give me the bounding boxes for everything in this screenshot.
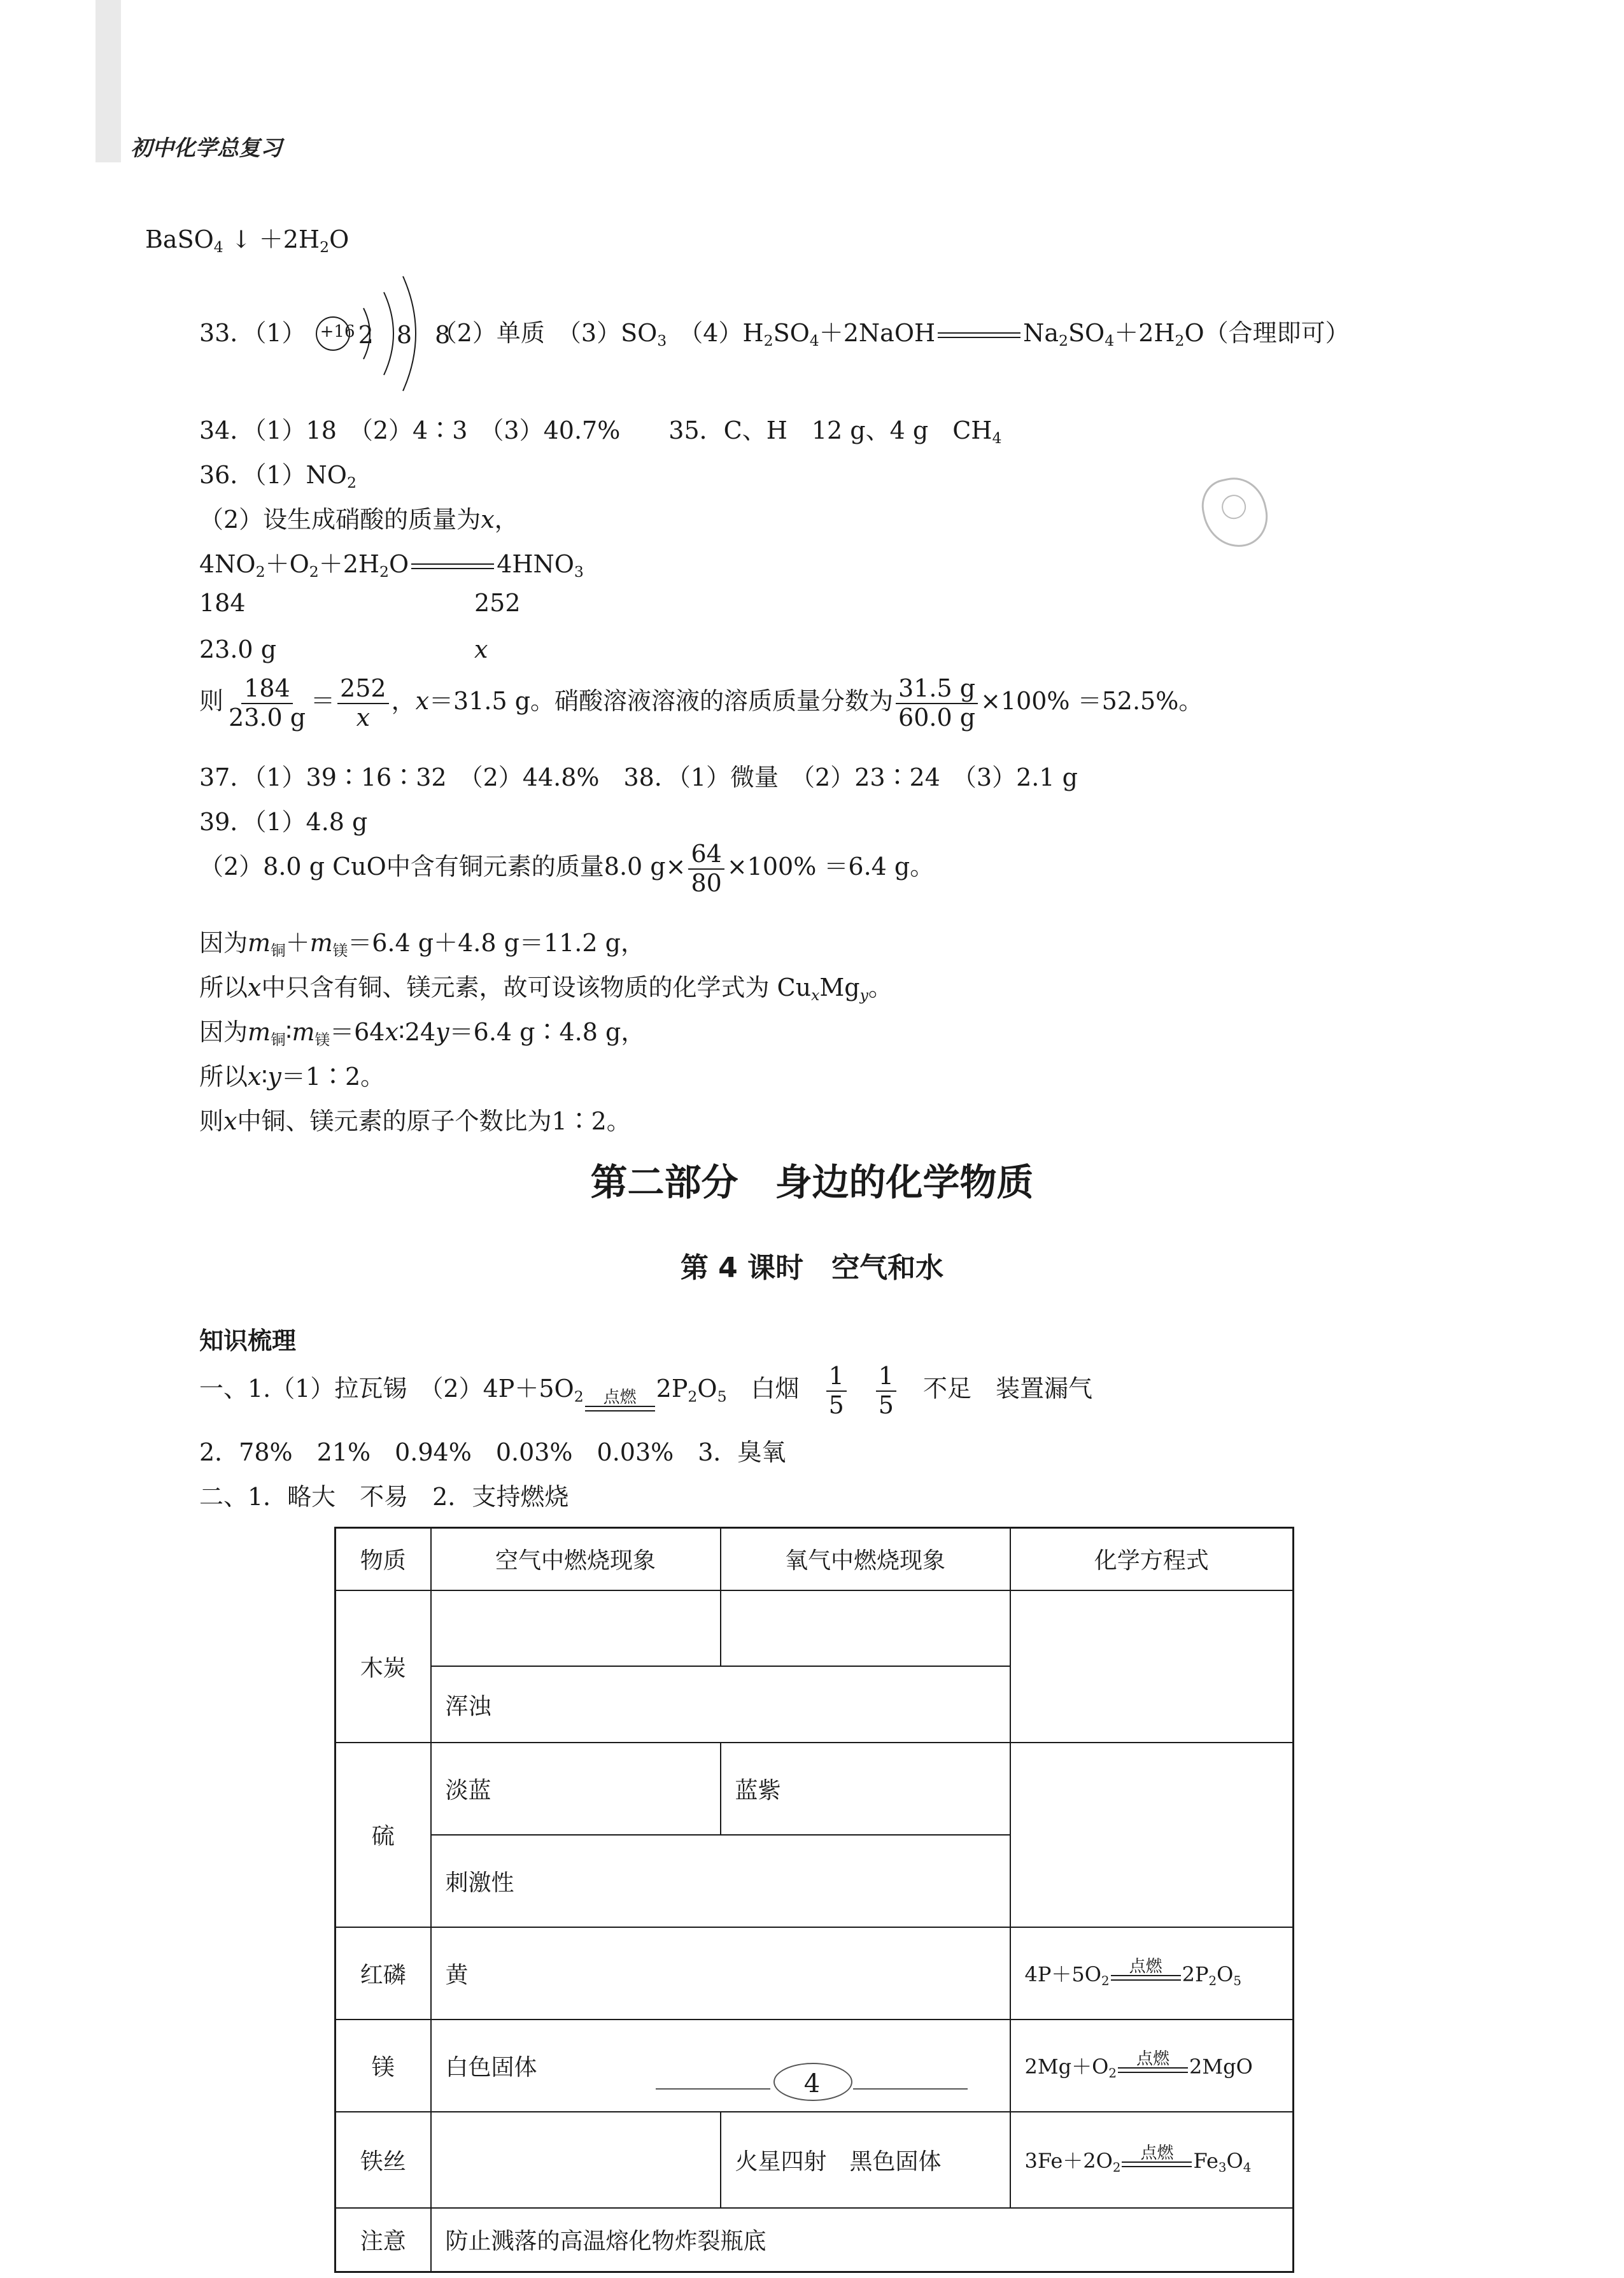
charcoal-oxygen: [721, 1590, 1010, 1667]
row-magnesium: 镁: [335, 2020, 431, 2112]
molar-mass-252: 252: [474, 589, 521, 617]
answer-34-35: 34．（1）18 （2）4∶3 （3）40.7% 35．C、H 12 g、4 g $CH_4$: [199, 416, 1002, 448]
knowledge-line-1: 一、1.（1）拉瓦锡 $(2)4P+5O_2$ 点燃 $2P_2O_5$ 白烟 $\frac{1}{5}$ $\frac{1}{5}$ 不足 装置漏气: [199, 1362, 1092, 1419]
atom-structure-diagram: [314, 320, 458, 350]
iron-oxygen: 火星四射 黑色固体: [721, 2112, 1010, 2208]
equation-36: $4NO_2+O_2+2H_2O$ $4HNO_3$: [199, 550, 584, 581]
header-air: 空气中燃烧现象: [431, 1528, 721, 1590]
row-note: 注意: [335, 2208, 431, 2272]
page-side-bar: [95, 0, 121, 162]
phosphorus-equation: $4P+5O_2$ 点燃 $2P_2O_5$: [1010, 1927, 1294, 2020]
note-text: 防止溅落的高温熔化物炸裂瓶底: [431, 2208, 1294, 2272]
charcoal-common: 浑浊: [431, 1666, 1010, 1743]
header-equation: 化学方程式: [1010, 1528, 1294, 1590]
knowledge-line-3: 二、1．略大 不易 2．支持燃烧: [199, 1483, 569, 1511]
reason-line-2: 所以x中只含有铜、镁元素，故可设该物质的化学式为 $Cu_xMg_y$。: [199, 973, 893, 1005]
magnesium-air: 白色固体: [431, 2020, 1010, 2112]
row-sulfur: 硫: [335, 1743, 431, 1927]
answer-33: 33．（1） +16 2 8 8 （2）单质 $(3)SO_3$ $(4)H_2SO_4+2NaOH$ $Na_2SO_4+2H_2O$（合理即可）: [199, 313, 1350, 350]
combustion-table: [334, 1527, 1294, 2273]
phosphorus-air: 黄: [431, 1927, 1010, 2020]
header-oxygen: 氧气中燃烧现象: [721, 1528, 1010, 1590]
reason-line-5: 则x中铜、镁元素的原子个数比为1∶2。: [199, 1107, 631, 1135]
iron-equation: $3Fe+2O_2$ 点燃 $Fe_3O_4$: [1010, 2112, 1294, 2208]
header-substance: 物质: [335, 1528, 431, 1590]
answer-36-2: （2）设生成硝酸的质量为x，: [199, 506, 519, 534]
magnesium-equation: $2Mg+O_2$ 点燃 2MgO: [1010, 2020, 1294, 2112]
page-number: 4: [803, 2069, 821, 2098]
shell-electrons: 2 8 8: [358, 320, 458, 349]
answer-39-1: 39．（1）4.8 g: [199, 808, 368, 836]
nucleus-charge: +16: [320, 322, 355, 341]
given-mass: 23.0 g: [199, 635, 277, 663]
reason-line-1: 因为$m_铜+m_镁=6.4$ g＋4.8 g＝11.2 g，: [199, 929, 645, 960]
sulfur-air: 淡蓝: [431, 1743, 721, 1835]
row-iron-wire: 铁丝: [335, 2112, 431, 2208]
knowledge-line-2: 2．78% 21% 0.94% 0.03% 0.03% 3．臭氧: [199, 1438, 786, 1466]
answer-36-calc: 则 $\frac{184}{23.0 g}$ ＝ $\frac{252}{x}$ ，x＝31.5 g。硝酸溶液溶液的溶质质量分数为 $\frac{31.5 g}{60.0 g}$ ×100% ＝52.5%。: [199, 674, 1203, 732]
row-red-phosphorus: 红磷: [335, 1927, 431, 2020]
charcoal-air: [431, 1590, 721, 1667]
charcoal-equation: [1010, 1590, 1294, 1743]
section-title: 第二部分 身边的化学物质: [590, 1161, 1034, 1204]
stamp-icon: [1212, 488, 1256, 527]
running-header: 初中化学总复习: [131, 136, 282, 161]
molar-mass-184: 184: [199, 589, 246, 617]
answer-39-2: （2）8.0 g CuO中含有铜元素的质量8.0 g× $\frac{64}{80}$ ×100% ＝6.4 g。: [199, 840, 935, 897]
answer-line-baso4: BaSO$_4$ ↓ $+2H_2O$: [145, 225, 350, 257]
iron-air: [431, 2112, 721, 2208]
row-charcoal: 木炭: [335, 1590, 431, 1743]
subheading: 知识梳理: [199, 1327, 297, 1355]
watermark-stamp: [1197, 472, 1274, 553]
reason-line-4: 所以x∶y＝1∶2。: [199, 1063, 385, 1091]
sulfur-common: 刺激性: [431, 1835, 1010, 1927]
answer-36-1: 36．$(1)NO_2$: [199, 461, 357, 492]
sulfur-equation: [1010, 1743, 1294, 1927]
reason-line-3: 因为$m_铜∶m_镁=64x∶24y=6.4$ g∶4.8 g，: [199, 1018, 646, 1049]
unknown-mass: x: [474, 635, 488, 663]
sulfur-oxygen: 蓝紫: [721, 1743, 1010, 1835]
answer-37-38: 37．（1）39∶16∶32 （2）44.8% 38．（1）微量 （2）23∶24 （3）2.1 g: [199, 763, 1078, 791]
lesson-title: 第 4 课时 空气和水: [680, 1252, 944, 1284]
